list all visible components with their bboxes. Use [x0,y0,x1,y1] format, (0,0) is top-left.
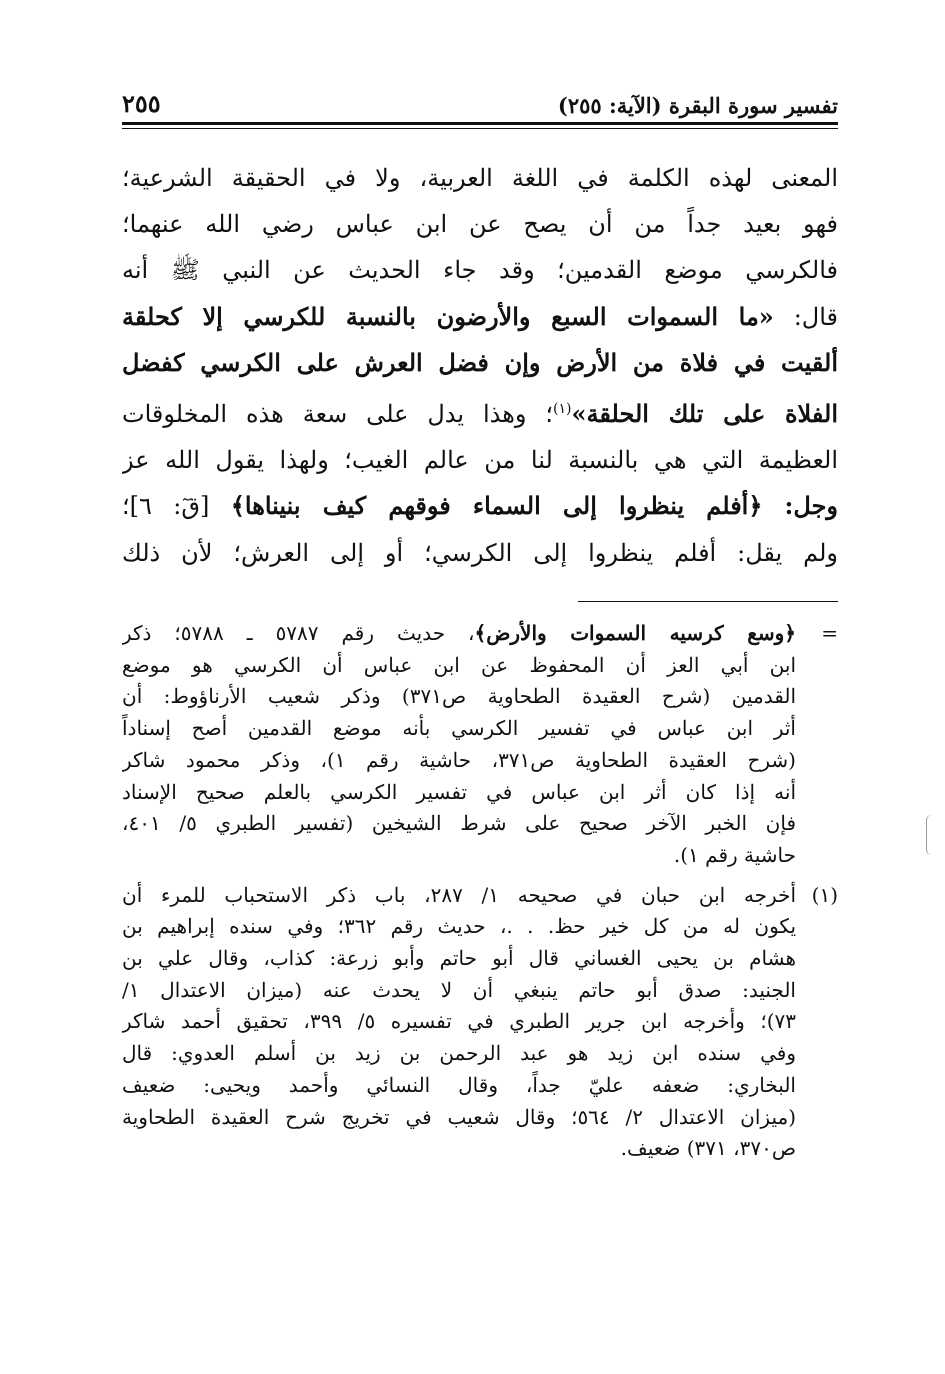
running-title: تفسير سورة البقرة (الآية: ٢٥٥) [557,93,838,118]
footnote-continuation-marker: = [821,621,838,645]
page-header [122,82,838,118]
footnote-1-text [122,880,796,1165]
body-line-6 [122,386,838,437]
footnote-line: (شرح العقيدة الطحاوية ص٣٧١، حاشية رقم ١)، وذكر محمود شاكر [122,747,796,772]
footnote-1 [122,880,838,1165]
footnote-line: ص٣٧٠، ٣٧١) ضعيف. [620,1136,796,1161]
quran-verse: وجل: ﴿أفلم ينظروا إلى السماء فوقهم كيف بنيناها﴾ [230,491,838,521]
footnote-line: ﴿وسع كرسيه السموات والأرض﴾، حديث رقم ٥٧٨٧ ـ ٥٧٨٨؛ ذكر [122,621,796,645]
header-rule-thick [122,122,838,125]
footnote-line: ٧٣)؛ وأخرجه ابن جرير الطبري في تفسيره ٥/ ٣٩٩، تحقيق أحمد شاكر [122,1009,796,1034]
footnotes [122,618,838,1173]
hadith-quote-end: الفلاة على تلك الحلقة» [571,399,838,429]
footnote-line: الجنيد: صدق أبو حاتم ينبغي أن لا يحدث عنه (ميزان الاعتدال ١/ [122,977,796,1002]
footnote-line: هشام بن يحيى الغساني قال أبو حاتم وأبو زرعة: كذاب، وقال علي بن [122,946,796,971]
footnote-continued-text [122,618,796,872]
scan-margin-mark [926,815,937,855]
body-line-8 [122,483,838,529]
footnote-line: أنه إذا كان أثر ابن عباس في تفسير الكرسي بالعلم صحيح الإسناد [122,779,796,804]
body-line-5: ألقيت في فلاة من الأرض وإن فضل العرش على الكرسي كفضل [122,347,838,377]
footnote-separator [578,601,838,602]
body-line-1: المعنى لهذه الكلمة في اللغة العربية، ولا في الحقيقة الشرعية؛ [122,164,838,192]
header-rule-thin [122,128,838,129]
verse-citation: [قٓ: ٦]؛ [122,492,231,521]
body-line-7: العظيمة التي هي بالنسبة لنا من عالم الغيب؛ ولهذا يقول الله عز [122,446,838,475]
verse-quote: ﴿وسع كرسيه السموات والأرض﴾ [474,621,796,645]
body-line-4 [122,294,838,340]
body-line-9: ولم يقل: أفلم ينظروا إلى الكرسي؛ أو إلى العرش؛ لأن ذلك [122,538,838,567]
page-number: ٢٥٥ [122,89,161,118]
footnote-continued [122,618,838,872]
footnote-line: أثر ابن عباس في تفسير الكرسي بأنه موضع القدمين أصح إسناداً [122,716,796,741]
body-line-6-rest: ؛ وهذا يدل على سعة هذه المخلوقات [122,400,554,429]
footnote-line: البخاري: ضعفه عليّ جداً، وقال النسائي وأحمد ويحيى: ضعيف [122,1072,796,1097]
body-line-4-prefix: قال: [773,302,838,331]
footnote-line: (ميزان الاعتدال ٢/ ٥٦٤؛ وقال شعيب في تخريج شرح العقيدة الطحاوية [122,1104,796,1129]
footnote-line: يكون له من كل خير حظ. . .، حديث رقم ٣٦٢؛ وفي سنده إبراهيم بن [122,914,796,939]
body-line-3: فالكرسي موضع القدمين؛ وقد جاء الحديث عن النبي ﷺ أنه [122,256,838,285]
main-text [122,155,838,576]
footnote-line: ابن أبي العز أن المحفوظ عن ابن عباس أن الكرسي هو موضع [122,652,796,677]
footnote-line: وفي سنده ابن زيد هو عبد الرحمن بن زيد بن أسلم العدوي: قال [122,1041,796,1066]
hadith-quote-start: «ما السموات السبع والأرضون بالنسبة للكرسي إلا كحلقة [122,301,774,331]
footnote-line: فإن الخبر الآخر صحيح على شرط الشيخين (تفسير الطبري ٥/ ٤٠١، [122,811,796,836]
body-line-2: فهو بعيد جداً من أن يصح عن ابن عباس رضي الله عنهما؛ [122,210,838,239]
footnote-line: أخرجه ابن حبان في صحيحه ١/ ٢٨٧، باب ذكر الاستحباب للمرء أن [122,882,796,907]
footnote-reference-1[interactable]: (١) [553,401,572,418]
footnote-1-marker: (١) [811,882,838,907]
footnote-line: القدمين (شرح العقيدة الطحاوية ص٣٧١) وذكر شعيب الأرناؤوط: أن [122,684,796,709]
footnote-line: حاشية رقم ١). [673,842,796,867]
